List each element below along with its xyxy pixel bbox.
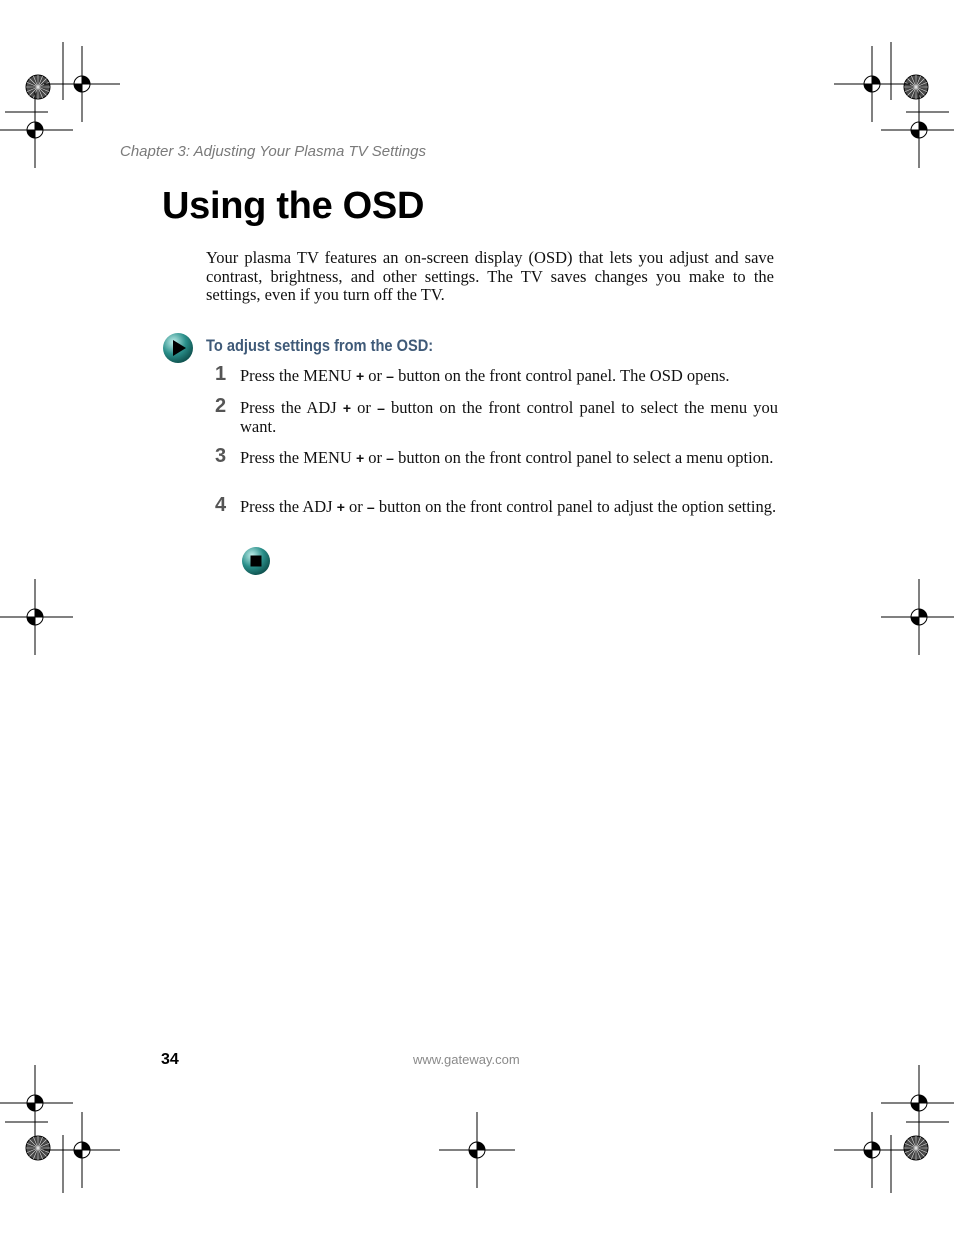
step-text: Press the ADJ + or – button on the front control panel to select the menu you want. (240, 398, 779, 436)
procedure-heading: To adjust settings from the OSD: (206, 336, 434, 355)
step-number: 4 (215, 494, 227, 516)
step-text: Press the MENU + or – button on the front control panel to select a menu option. (240, 448, 774, 467)
chapter-header: Chapter 3: Adjusting Your Plasma TV Settings (120, 143, 426, 160)
footer-url: www.gateway.com (413, 1052, 520, 1067)
step-number: 1 (215, 363, 227, 385)
stop-square-icon (241, 546, 271, 576)
page-title: Using the OSD (162, 185, 425, 227)
step-text: Press the ADJ + or – button on the front control panel to adjust the option setting. (240, 497, 777, 516)
page-number: 34 (161, 1051, 179, 1068)
play-arrow-icon (162, 332, 194, 364)
step-text: Press the MENU + or – button on the front control panel. The OSD opens. (240, 366, 730, 385)
intro-paragraph: Your plasma TV features an on-screen display (OSD) that lets you adjust and save contrast, brightness, and other settings. The TV saves changes you make to the settings, even if you turn off the TV. (206, 248, 774, 304)
step-number: 3 (215, 445, 227, 467)
step-number: 2 (215, 395, 227, 417)
